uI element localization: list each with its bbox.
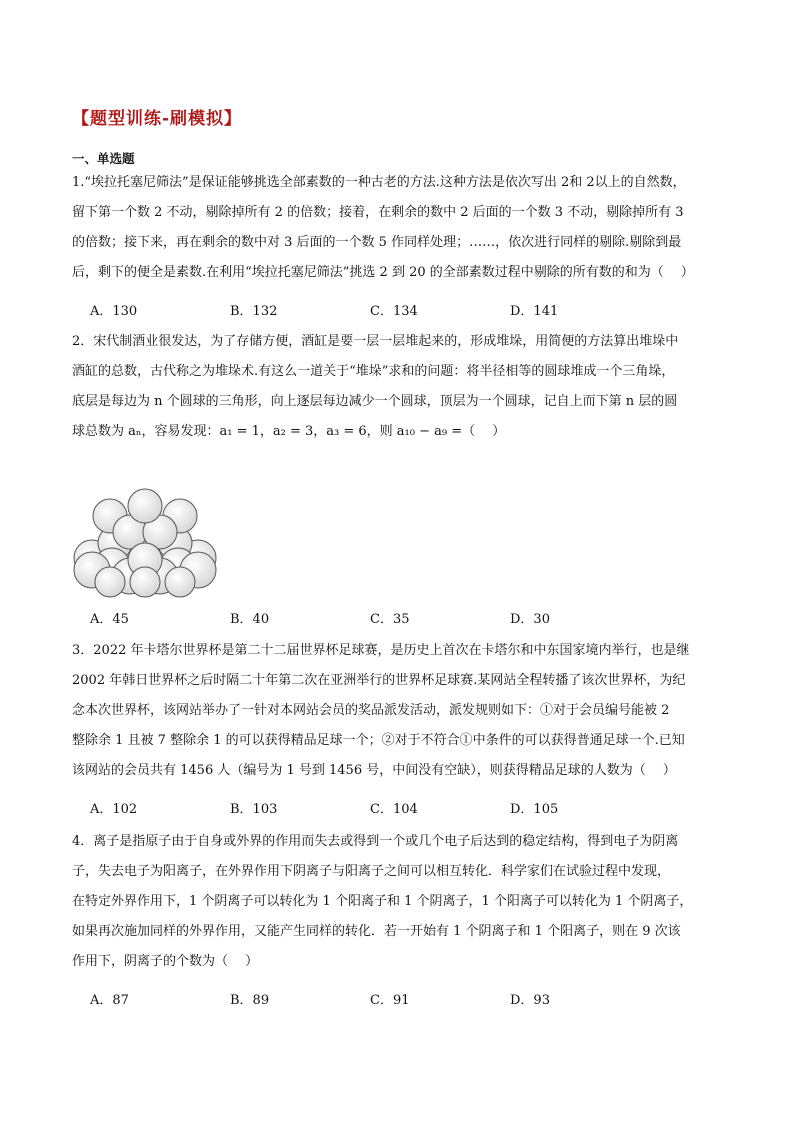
choice-a[interactable]: A．102 [90, 802, 138, 817]
question-4-line-3: 在特定外界作用下，1 个阴离子可以转化为 1 个阳离子和 1 个阴离子，1 个阳离子可以转化为 1 个阴离子， [72, 894, 693, 909]
question-1-choices [90, 300, 650, 319]
stacked-spheres-figure [70, 488, 220, 598]
choice-b[interactable]: B．103 [230, 802, 278, 817]
question-2-choices [90, 608, 650, 627]
question-1-line-4: 后，剩下的便全是素数.在利用“埃拉托塞尼筛法”挑选 2 到 20 的全部素数过程中剔除的所有数的和为（ ） [72, 265, 694, 280]
question-1-line-3: 的倍数；接下来，再在剩余的数中对 3 后面的一个数 5 作同样处理；……，依次进行同样的剔除.剔除到最 [72, 235, 682, 250]
section-heading: 一、单选题 [72, 151, 135, 166]
question-4-line-2: 子，失去电子为阳离子，在外界作用下阴离子与阳离子之间可以相互转化．科学家们在试验过程中发现， [72, 864, 671, 879]
question-1-line-1: 1.“埃拉托塞尼筛法”是保证能够挑选全部素数的一种古老的方法.这种方法是依次写出 2和 2以上的自然数， [72, 175, 686, 190]
question-3-line-1: 3．2022 年卡塔尔世界杯是第二十二届世界杯足球赛，是历史上首次在卡塔尔和中东国家境内举行，也是继 [72, 643, 690, 658]
choice-b[interactable]: B．40 [230, 612, 270, 627]
choice-d[interactable]: D．141 [510, 304, 559, 319]
choice-d[interactable]: D．105 [510, 802, 559, 817]
choice-a[interactable]: A．87 [90, 993, 129, 1008]
question-2-line-2: 酒缸的总数，古代称之为堆垛术.有这么一道关于“堆垛”求和的问题：将半径相等的圆球堆成一个三角垛， [72, 364, 675, 379]
question-2-line-4: 球总数为 aₙ，容易发现：a₁ = 1，a₂ = 3，a₃ = 6，则 a₁₀ − a₉ =（ ） [72, 424, 506, 439]
question-3-line-4: 整除余 1 且被 7 整除余 1 的可以获得精品足球一个；②对于不符合①中条件的可以获得普通足球一个.已知 [72, 733, 685, 748]
question-3-line-2: 2002 年韩日世界杯之后时隔二十年第二次在亚洲举行的世界杯足球赛.某网站全程转播了该次世界杯，为纪 [72, 673, 686, 688]
question-4 [72, 827, 722, 977]
question-2 [72, 327, 722, 447]
question-4-line-1: 4．离子是指原子由于自身或外界的作用而失去或得到一个或几个电子后达到的稳定结构，得到电子为阴离 [72, 834, 679, 849]
choice-c[interactable]: C．134 [370, 304, 418, 319]
question-2-line-3: 底层是每边为 n 个圆球的三角形，向上逐层每边减少一个圆球，顶层为一个圆球，记自上而下第 n 层的圆 [72, 394, 678, 409]
choice-d[interactable]: D．30 [510, 612, 550, 627]
question-1-line-2: 留下第一个数 2 不动，剔除掉所有 2 的倍数；接着，在剩余的数中 2 后面的一个数 3 不动，剔除掉所有 3 [72, 205, 684, 220]
choice-d[interactable]: D．93 [510, 993, 550, 1008]
question-4-choices [90, 989, 650, 1008]
question-3-line-5: 该网站的会员共有 1456 人（编号为 1 号到 1456 号，中间没有空缺），则获得精品足球的人数为（ ） [72, 763, 676, 778]
choice-c[interactable]: C．91 [370, 993, 410, 1008]
choice-b[interactable]: B．132 [230, 304, 278, 319]
choice-c[interactable]: C．35 [370, 612, 410, 627]
question-3-line-3: 念本次世界杯，该网站举办了一针对本网站会员的奖品派发活动，派发规则如下：①对于会员编号能被 2 [72, 703, 670, 718]
question-3 [72, 636, 722, 786]
question-2-line-1: 2．宋代制酒业很发达，为了存储方便，酒缸是要一层一层堆起来的，形成堆垛，用简便的方法算出堆垛中 [72, 334, 679, 349]
page-title: 【题型训练-刷模拟】 [72, 109, 243, 129]
choice-a[interactable]: A．45 [90, 612, 129, 627]
choice-c[interactable]: C．104 [370, 802, 418, 817]
choice-a[interactable]: A．130 [90, 304, 138, 319]
question-3-choices [90, 798, 650, 817]
choice-b[interactable]: B．89 [230, 993, 270, 1008]
question-4-line-4: 如果再次施加同样的外界作用，又能产生同样的转化．若一开始有 1 个阴离子和 1 个阳离子，则在 9 次该 [72, 924, 681, 939]
question-4-line-5: 作用下，阴离子的个数为（ ） [72, 954, 259, 969]
question-1 [72, 168, 722, 288]
